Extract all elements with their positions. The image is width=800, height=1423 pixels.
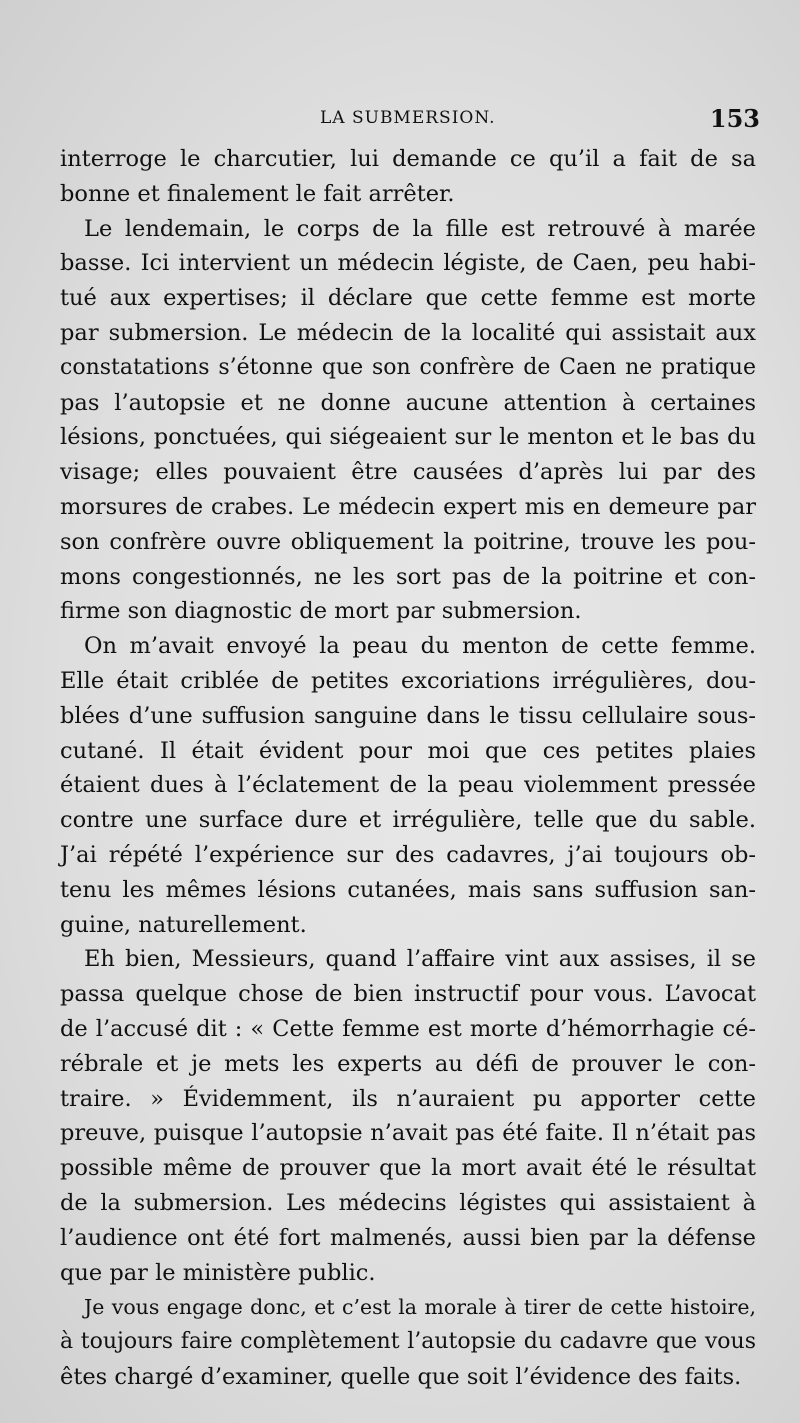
body-text — [60, 142, 756, 1395]
text-line: guine, naturellement. — [60, 911, 307, 938]
text-line: contre une surface dure et irrégulière, telle que du sable. — [60, 807, 756, 834]
text-line: blées d’une suffusion sanguine dans le tissu cellulaire sous- — [60, 702, 756, 729]
text-line: l’audience ont été fort malmenés, aussi bien par la défense — [60, 1224, 756, 1251]
text-line: êtes chargé d’examiner, quelle que soit l’évidence des faits. — [60, 1363, 742, 1390]
running-title: LA SUBMERSION. — [320, 108, 496, 128]
text-line: bonne et finalement le fait arrêter. — [60, 180, 455, 207]
paragraph — [60, 1290, 756, 1394]
text-line: son confrère ouvre obliquement la poitrine, trouve les pou- — [60, 528, 756, 555]
text-line: tenu les mêmes lésions cutanées, mais sans suffusion san- — [60, 876, 756, 903]
text-line: passa quelque chose de bien instructif pour vous. L’avocat — [60, 981, 756, 1008]
text-line: à toujours faire complètement l’autopsie du cadavre que vous — [60, 1329, 756, 1355]
text-line: pas l’autopsie et ne donne aucune attention à certaines — [60, 389, 756, 416]
text-line: Je vous engage donc, et c’est la morale à tirer de cette histoire, — [84, 1295, 756, 1320]
text-line: mons congestionnés, ne les sort pas de la poitrine et con- — [60, 563, 756, 590]
text-line: Le lendemain, le corps de la fille est retrouvé à marée — [84, 215, 756, 242]
text-line: visage; elles pouvaient être causées d’après lui par des — [60, 459, 756, 486]
text-line: morsures de crabes. Le médecin expert mis en demeure par — [60, 493, 756, 520]
text-line: J’ai répété l’expérience sur des cadavres, j’ai toujours ob- — [60, 841, 756, 868]
text-line: étaient dues à l’éclatement de la peau violemment pressée — [60, 772, 756, 799]
text-line: firme son diagnostic de mort par submersion. — [60, 598, 582, 625]
text-line: cutané. Il était évident pour moi que ces petites plaies — [60, 737, 756, 764]
text-line: interroge le charcutier, lui demande ce qu’il a fait de sa — [60, 146, 756, 172]
text-line: Elle était criblée de petites excoriations irrégulières, dou- — [60, 667, 756, 694]
text-line: tué aux expertises; il déclare que cette femme est morte — [60, 285, 756, 312]
paragraph — [60, 142, 756, 212]
text-line: que par le ministère public. — [60, 1259, 376, 1286]
paragraph — [60, 212, 756, 630]
text-line: possible même de prouver que la mort avait été le résultat — [60, 1155, 756, 1182]
text-line: traire. » Évidemment, ils n’auraient pu apporter cette — [60, 1085, 756, 1112]
text-line: de la submersion. Les médecins légistes qui assistaient à — [60, 1189, 756, 1216]
paragraph — [60, 942, 756, 1290]
text-line: rébrale et je mets les experts au défi de prouver le con- — [60, 1050, 756, 1077]
text-line: lésions, ponctuées, qui siégeaient sur le menton et le bas du — [60, 424, 756, 451]
text-line: constatations s’étonne que son confrère de Caen ne pratique — [60, 354, 756, 380]
paragraph — [60, 629, 756, 942]
page-number: 153 — [709, 104, 760, 133]
text-line: basse. Ici intervient un médecin légiste, de Caen, peu habi- — [60, 250, 756, 277]
text-line: Eh bien, Messieurs, quand l’affaire vint aux assises, il se — [84, 946, 756, 973]
text-line: de l’accusé dit : « Cette femme est morte d’hémorrhagie cé- — [60, 1015, 756, 1042]
text-line: preuve, puisque l’autopsie n’avait pas été faite. Il n’était pas — [60, 1120, 756, 1147]
running-head — [60, 104, 760, 138]
text-line: par submersion. Le médecin de la localité qui assistait aux — [60, 319, 756, 346]
text-line: On m’avait envoyé la peau du menton de cette femme. — [84, 633, 756, 660]
